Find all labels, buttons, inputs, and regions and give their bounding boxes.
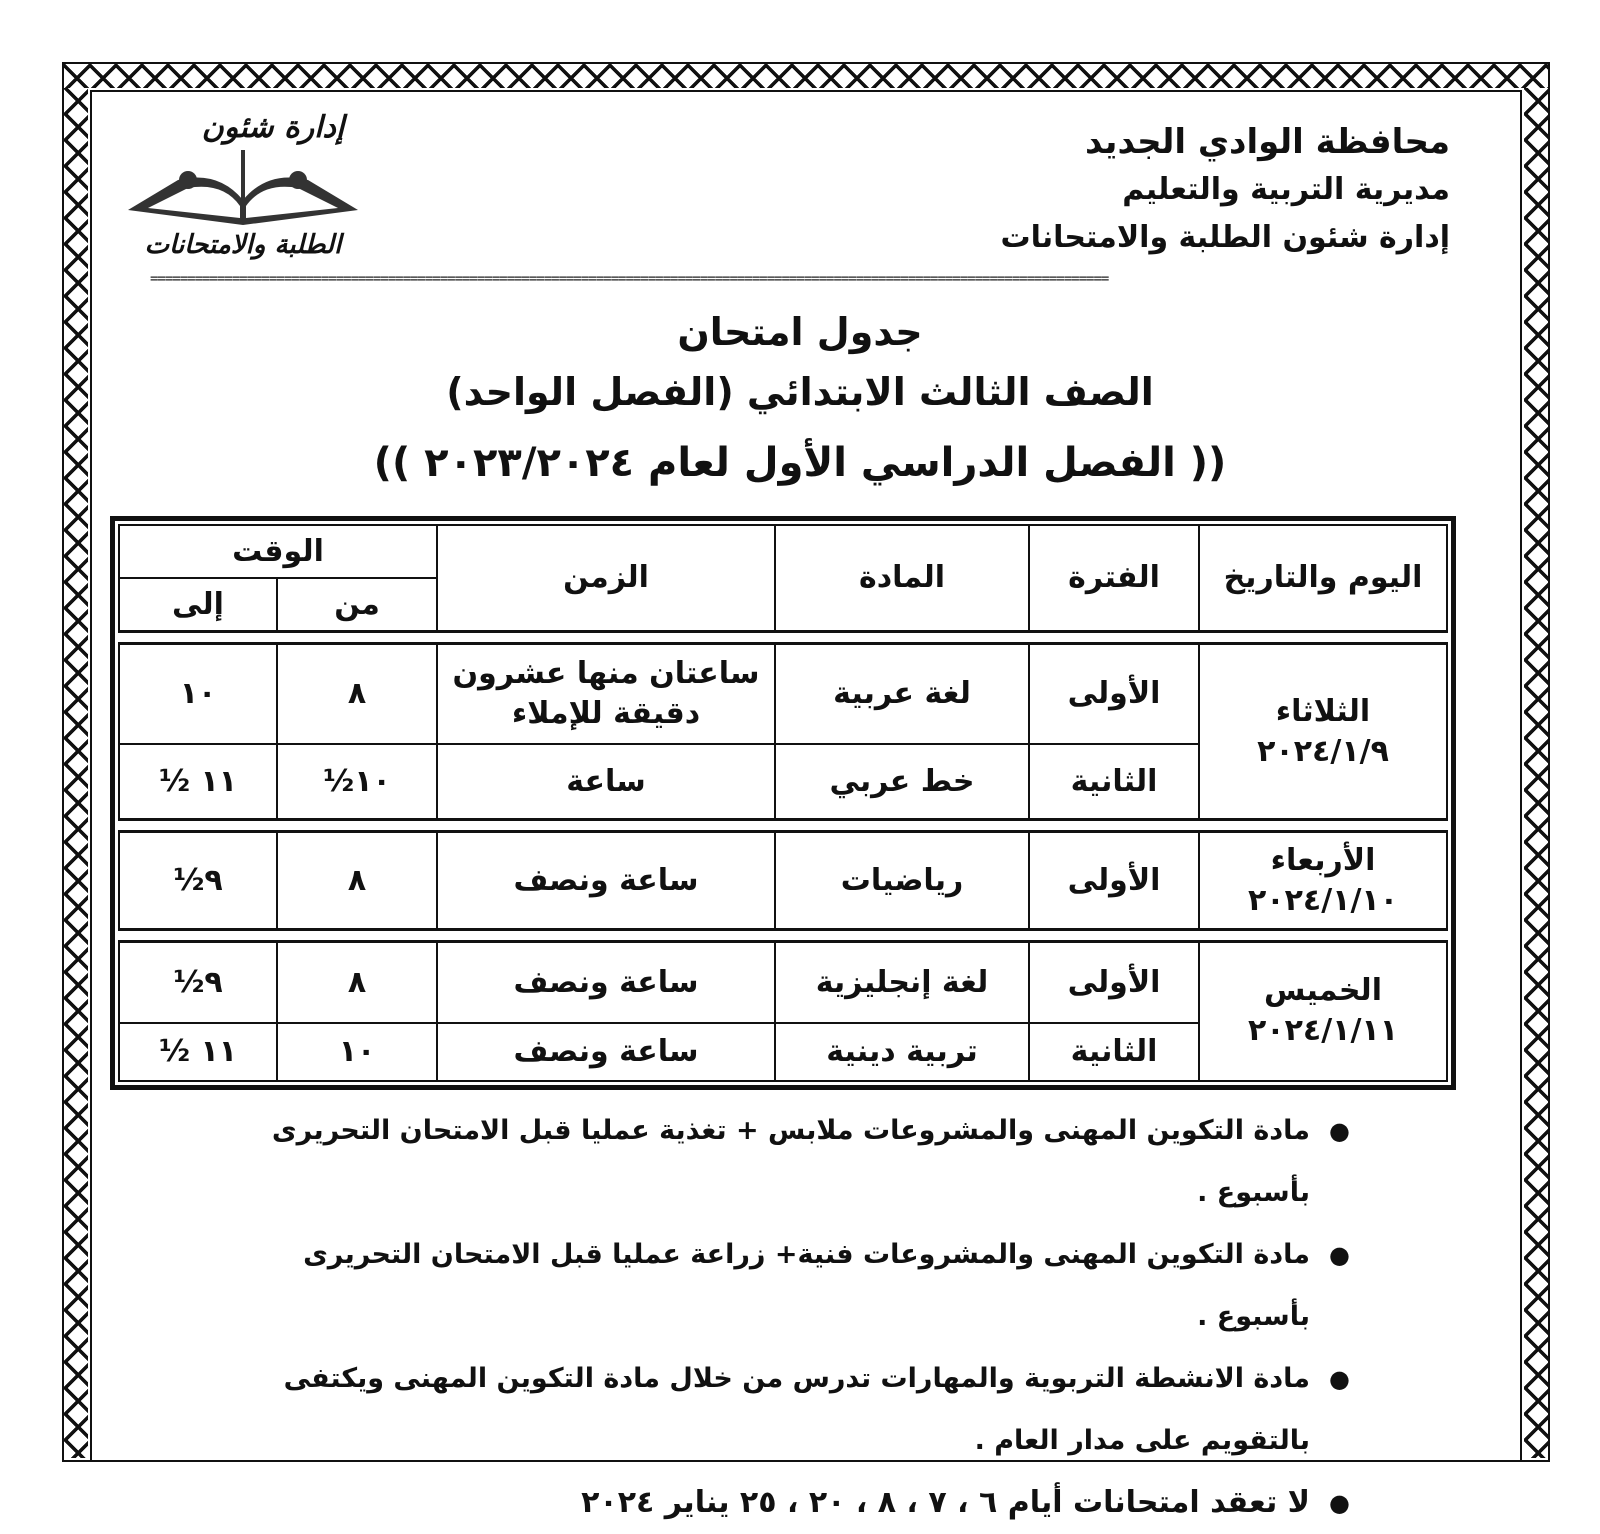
period-cell: الأولى xyxy=(1029,643,1199,744)
day-date-cell xyxy=(1199,831,1447,930)
exam-date: ٢٠٢٤/١/١١ xyxy=(1247,1013,1399,1049)
subject-cell: لغة عربية xyxy=(775,643,1029,744)
header-period: الفترة xyxy=(1029,525,1199,632)
day-date-cell xyxy=(1199,941,1447,1081)
zigzag-border-top xyxy=(64,64,1548,88)
header-from: من xyxy=(277,578,437,631)
day-name: الأربعاء xyxy=(1270,842,1376,878)
note-text: مادة التكوين المهنى والمشروعات فنية+ زراعة عمليا قبل الامتحان التحريرى بأسبوع . xyxy=(303,1239,1310,1332)
note-item xyxy=(250,1224,1350,1348)
row-separator xyxy=(119,820,1447,831)
time-from-cell: ٨ xyxy=(277,643,437,744)
note-item xyxy=(250,1472,1350,1534)
duration-cell: ساعة ونصف xyxy=(437,1023,775,1081)
subject-cell: تربية دينية xyxy=(775,1023,1029,1081)
header-duration: الزمن xyxy=(437,525,775,632)
time-to-cell: ٩½ xyxy=(119,941,277,1023)
header-divider: ================================================================================================================================= xyxy=(150,271,1109,287)
day-name: الخميس xyxy=(1264,973,1382,1009)
subject-cell: رياضيات xyxy=(775,831,1029,930)
zigzag-border-left xyxy=(64,88,88,1458)
bullet-icon: ● xyxy=(1329,1365,1350,1393)
department-logo xyxy=(118,110,368,275)
row-separator xyxy=(119,632,1447,643)
period-cell: الأولى xyxy=(1029,831,1199,930)
bullet-icon: ● xyxy=(1329,1117,1350,1145)
time-from-cell: ٨ xyxy=(277,941,437,1023)
logo-text-top: إدارة شئون xyxy=(201,110,345,145)
logo-text-bottom: الطلبة والامتحانات xyxy=(144,230,342,260)
time-to-cell: ١١ ½ xyxy=(119,1023,277,1081)
header-subject: المادة xyxy=(775,525,1029,632)
table-row xyxy=(119,643,1447,744)
period-cell: الثانية xyxy=(1029,744,1199,820)
period-cell: الأولى xyxy=(1029,941,1199,1023)
subject-cell: خط عربي xyxy=(775,744,1029,820)
time-to-cell: ٩½ xyxy=(119,831,277,930)
note-text: مادة الانشطة التربوية والمهارات تدرس من خلال مادة التكوين المهنى ويكتفى بالتقويم على مدار العام . xyxy=(283,1363,1310,1456)
day-date-cell xyxy=(1199,643,1447,820)
duration-cell: ساعة ونصف xyxy=(437,831,775,930)
grade-title: الصف الثالث الابتدائي (الفصل الواحد) xyxy=(446,370,1154,414)
row-separator xyxy=(119,930,1447,941)
org-directorate: مديرية التربية والتعليم xyxy=(1122,172,1450,207)
term-title: (( الفصل الدراسي الأول لعام ٢٠٢٣/٢٠٢٤ )) xyxy=(373,440,1227,486)
header-time: الوقت xyxy=(119,525,437,578)
notes-list xyxy=(250,1100,1350,1534)
note-text: لا تعقد امتحانات أيام ٦ ، ٧ ، ٨ ، ٢٠ ، ٢٥ يناير ٢٠٢٤ xyxy=(581,1485,1310,1520)
note-text: مادة التكوين المهنى والمشروعات ملابس + تغذية عمليا قبل الامتحان التحريرى بأسبوع . xyxy=(271,1115,1310,1208)
table-row xyxy=(119,941,1447,1023)
exam-schedule-table xyxy=(110,516,1456,1090)
duration-cell: ساعة ونصف xyxy=(437,941,775,1023)
zigzag-border-right xyxy=(1524,88,1548,1458)
time-from-cell: ١٠ xyxy=(277,1023,437,1081)
time-from-cell: ٨ xyxy=(277,831,437,930)
time-to-cell: ١٠ xyxy=(119,643,277,744)
time-from-cell: ١٠½ xyxy=(277,744,437,820)
header-day-date: اليوم والتاريخ xyxy=(1199,525,1447,632)
bullet-icon: ● xyxy=(1329,1241,1350,1269)
duration-cell: ساعتان منها عشرون دقيقة للإملاء xyxy=(437,643,775,744)
period-cell: الثانية xyxy=(1029,1023,1199,1081)
table-row xyxy=(119,831,1447,930)
duration-cell: ساعة xyxy=(437,744,775,820)
header-to: إلى xyxy=(119,578,277,631)
bullet-icon: ● xyxy=(1329,1489,1350,1517)
note-item xyxy=(250,1100,1350,1224)
day-name: الثلاثاء xyxy=(1275,693,1371,729)
organization-header xyxy=(1000,118,1450,262)
note-item xyxy=(250,1348,1350,1472)
time-to-cell: ١١ ½ xyxy=(119,744,277,820)
exam-date: ٢٠٢٤/١/١٠ xyxy=(1247,882,1399,918)
exam-date: ٢٠٢٤/١/٩ xyxy=(1257,733,1389,769)
org-governorate: محافظة الوادي الجديد xyxy=(1085,122,1450,162)
page-title: جدول امتحان xyxy=(677,310,923,354)
subject-cell: لغة إنجليزية xyxy=(775,941,1029,1023)
org-department: إدارة شئون الطلبة والامتحانات xyxy=(1000,220,1450,255)
